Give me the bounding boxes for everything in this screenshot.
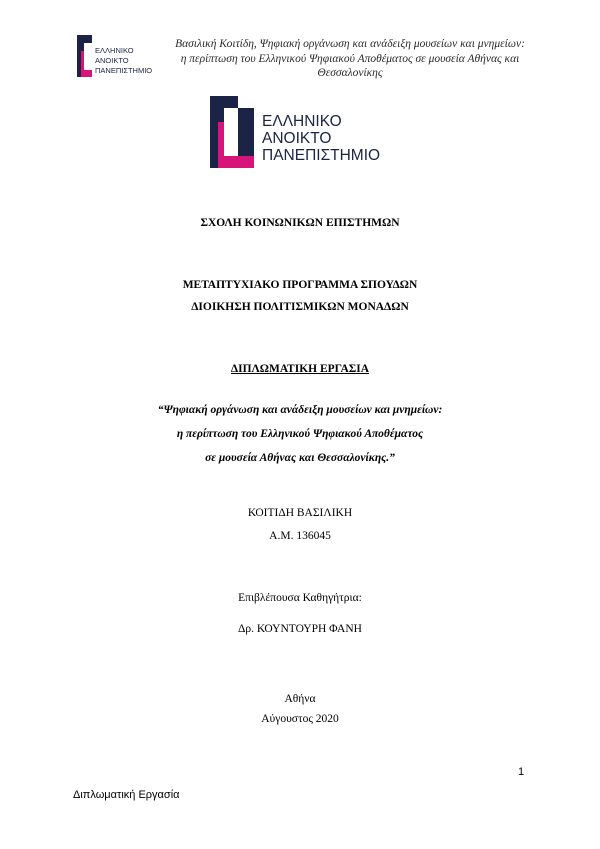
logo-line-2: ΑΝΟΙΚΤΟ bbox=[262, 130, 332, 147]
thesis-title-line-2: η περίπτωση του Ελληνικού Ψηφιακού Αποθέματος bbox=[176, 428, 424, 440]
running-header bbox=[145, 37, 555, 81]
author-am: Α.Μ. 136045 bbox=[269, 530, 331, 542]
header-logo-line-3: ΠΑΝΕΠΙΣΤΗΜΙΟ bbox=[95, 66, 153, 75]
date: Αύγουστος 2020 bbox=[261, 713, 339, 725]
thesis-title-line-3: σε μουσεία Αθήνας και Θεσσαλονίκης.” bbox=[205, 452, 395, 464]
thesis-title bbox=[0, 398, 600, 470]
author-name: ΚΟΙΤΙΔΗ ΒΑΣΙΛΙΚΗ bbox=[247, 507, 353, 519]
university-logo bbox=[210, 96, 395, 168]
header-logo-line-1: ΕΛΛΗΝΙΚΟ bbox=[95, 46, 134, 55]
program-line-2: ΔΙΟΙΚΗΣΗ ΠΟΛΙΤΙΣΜΙΚΩΝ ΜΟΝΑΔΩΝ bbox=[191, 301, 409, 313]
header-logo bbox=[77, 35, 153, 77]
running-header-line-1: Βασιλική Κοιτίδη, Ψηφιακή οργάνωση και ανάδειξη μουσείων και μνημείων: bbox=[175, 38, 525, 50]
running-header-line-2: η περίπτωση του Ελληνικού Ψηφιακού Αποθέματος σε μουσεία Αθήνας και bbox=[180, 52, 520, 65]
thesis-title-line-1: “Ψηφιακή οργάνωση και ανάδειξη μουσείων και μνημείων: bbox=[157, 404, 443, 416]
running-header-line-3: Θεσσαλονίκης bbox=[317, 67, 383, 79]
header-logo-line-2: ΑΝΟΙΚΤΟ bbox=[95, 56, 129, 65]
school-name: ΣΧΟΛΗ ΚΟΙΝΩΝΙΚΩΝ ΕΠΙΣΤΗΜΩΝ bbox=[200, 217, 400, 229]
program-line-1: ΜΕΤΑΠΤΥΧΙΑΚΟ ΠΡΟΓΡΑΜΜΑ ΣΠΟΥΔΩΝ bbox=[182, 279, 418, 291]
thesis-label: ΔΙΠΛΩΜΑΤΙΚΗ ΕΡΓΑΣΙΑ bbox=[230, 363, 370, 375]
supervisor-label: Επιβλέπουσα Καθηγήτρια: bbox=[238, 592, 362, 604]
city: Αθήνα bbox=[284, 693, 316, 705]
logo-line-3: ΠΑΝΕΠΙΣΤΗΜΙΟ bbox=[262, 147, 381, 164]
footer-label: Διπλωματική Εργασία bbox=[73, 789, 180, 801]
page-number: 1 bbox=[518, 766, 525, 778]
logo-line-1: ΕΛΛΗΝΙΚΟ bbox=[262, 113, 342, 130]
supervisor-name: Δρ. ΚΟΥΝΤΟΥΡΗ ΦΑΝΗ bbox=[238, 623, 362, 635]
